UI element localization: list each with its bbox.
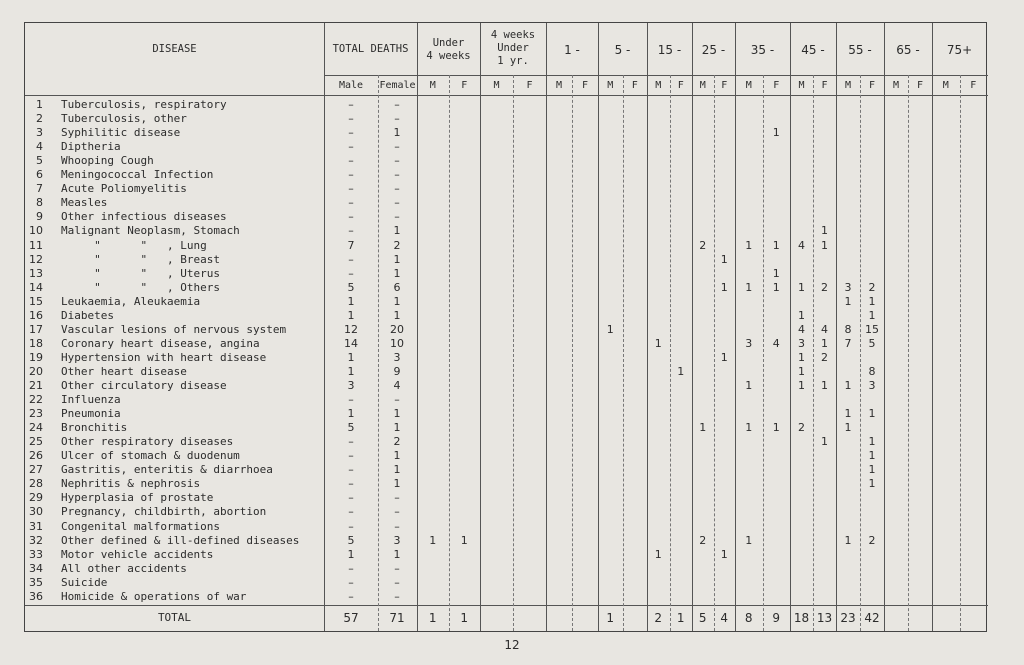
row-number: 12: [29, 252, 43, 266]
total-male: –: [348, 491, 354, 505]
row-number: 1: [36, 98, 43, 111]
disease-name: Diabetes: [61, 308, 114, 322]
sub-line: [908, 75, 909, 631]
mortality-table: [24, 22, 987, 632]
disease-name: Other defined & ill-defined diseases: [61, 533, 300, 547]
total-female: 1: [393, 266, 401, 280]
total-female: –: [394, 491, 400, 505]
sub-line: [860, 75, 861, 631]
disease-name: Influenza: [61, 393, 121, 407]
count-cell: 1: [798, 364, 805, 378]
row-number: 24: [29, 421, 43, 435]
total-female: –: [394, 168, 400, 182]
total-female: 4: [393, 379, 401, 392]
total-divider: [25, 605, 988, 606]
count-cell: 1: [745, 421, 753, 435]
disease-name: Homicide & operations of war: [61, 589, 247, 603]
age-group-header: 1 -: [564, 43, 580, 57]
disease-name: Malignant Neoplasm, Stomach: [61, 224, 240, 238]
total-male: 14: [344, 336, 358, 350]
count-cell: 1: [868, 308, 876, 322]
sex-subheader: M: [429, 80, 436, 91]
count-cell: 2: [868, 533, 876, 547]
count-cell: 1: [868, 407, 876, 421]
age-group-header: 5 -: [614, 43, 631, 57]
total-cell: 13: [816, 611, 833, 625]
total-male: 5: [347, 421, 355, 435]
total-female: 3: [393, 533, 401, 547]
count-cell: 1: [868, 435, 876, 449]
total-male: –: [348, 266, 354, 280]
total-male: 1: [347, 407, 355, 421]
male-subheader: Male: [338, 80, 364, 91]
total-male: –: [348, 505, 354, 519]
count-cell: 1: [821, 336, 828, 350]
male-female-line: [378, 75, 379, 631]
total-male: 5: [347, 280, 355, 294]
disease-name: Congenital malformations: [61, 519, 220, 533]
row-number: 18: [29, 336, 43, 350]
total-male: –: [348, 393, 354, 407]
total-male: –: [348, 224, 354, 238]
total-male: –: [348, 126, 354, 140]
count-cell: 3: [844, 280, 852, 294]
row-number: 14: [29, 280, 43, 294]
total-female: 1: [393, 463, 401, 477]
total-female: –: [394, 561, 400, 575]
count-cell: 1: [720, 280, 728, 294]
count-cell: 1: [821, 379, 828, 392]
total-cell: 1: [606, 611, 615, 625]
total-female: 10: [390, 336, 404, 350]
disease-name: " " , Uterus: [61, 266, 220, 280]
disease-name: Coronary heart disease, angina: [61, 336, 260, 350]
total-cell: 9: [772, 611, 781, 625]
count-cell: 2: [699, 533, 707, 547]
count-cell: 1: [821, 435, 828, 449]
count-cell: 1: [745, 280, 753, 294]
sub-line: [763, 75, 764, 631]
disease-column-line: [324, 23, 325, 631]
disease-name: Acute Poliomyelitis: [61, 182, 187, 196]
disease-name: Syphilitic disease: [61, 126, 181, 140]
count-cell: 1: [798, 280, 805, 294]
age-group-header: 25 -: [701, 43, 726, 57]
total-female: –: [394, 589, 400, 603]
count-cell: 4: [821, 322, 828, 336]
disease-name: Other infectious diseases: [61, 210, 227, 224]
total-female: –: [394, 519, 400, 533]
total-male: 1: [347, 364, 355, 378]
total-male: 12: [344, 322, 358, 336]
count-cell: 1: [772, 126, 780, 140]
total-female: 3: [393, 350, 401, 364]
disease-name: Measles: [61, 196, 108, 210]
count-cell: 1: [844, 407, 852, 421]
count-cell: 1: [720, 350, 728, 364]
sub-line: [670, 75, 671, 631]
disease-name: Pneumonia: [61, 407, 121, 421]
group-line: [836, 23, 837, 631]
disease-name: Nephritis & nephrosis: [61, 477, 201, 491]
total-female: 6: [393, 280, 401, 294]
disease-name: Gastritis, enteritis & diarrhoea: [61, 463, 273, 477]
sex-subheader: M: [655, 80, 662, 91]
total-male: –: [348, 168, 354, 182]
group-line: [546, 23, 547, 631]
row-number: 3: [36, 126, 43, 140]
count-cell: 7: [844, 336, 852, 350]
row-number: 7: [36, 182, 43, 196]
count-cell: 1: [844, 379, 852, 392]
total-female-sum: 71: [389, 611, 405, 625]
count-cell: 2: [699, 238, 707, 252]
total-cell: 18: [793, 611, 810, 625]
count-cell: 2: [821, 280, 828, 294]
count-cell: 1: [868, 477, 876, 491]
disease-name: Leukaemia, Aleukaemia: [61, 294, 201, 308]
count-cell: 1: [606, 322, 614, 336]
total-female: 2: [393, 238, 401, 252]
sex-subheader: F: [868, 80, 876, 91]
count-cell: 1: [798, 350, 805, 364]
sex-subheader: F: [916, 80, 924, 91]
total-female: 1: [393, 294, 401, 308]
total-male: –: [348, 210, 354, 224]
total-female: 1: [393, 449, 401, 463]
total-cell: 1: [460, 611, 469, 625]
disease-name: " " , Breast: [61, 252, 220, 266]
total-male: –: [348, 182, 354, 196]
total-male: –: [348, 561, 354, 575]
sub-line: [513, 75, 514, 631]
row-number: 15: [29, 294, 43, 308]
disease-name: Other heart disease: [61, 364, 187, 378]
total-female: –: [394, 196, 400, 210]
count-cell: 1: [699, 421, 707, 435]
total-male: –: [348, 140, 354, 154]
age-group-header: 35 -: [750, 43, 775, 57]
total-female: 1: [393, 308, 401, 322]
sex-subheader: M: [493, 80, 500, 91]
total-female: 1: [393, 477, 401, 491]
count-cell: 1: [868, 449, 876, 463]
total-cell: 8: [744, 611, 753, 625]
sex-subheader: F: [677, 80, 684, 91]
row-number: 17: [29, 322, 43, 336]
group-line: [417, 23, 418, 631]
total-male: 1: [347, 350, 355, 364]
disease-name: Suicide: [61, 575, 108, 589]
disease-name: Tuberculosis, other: [61, 112, 187, 126]
row-number: 20: [29, 364, 43, 378]
row-number: 34: [29, 561, 43, 575]
total-female: –: [394, 575, 400, 589]
disease-name: Other respiratory diseases: [61, 435, 234, 449]
row-number: 26: [29, 449, 43, 463]
count-cell: 1: [429, 533, 437, 547]
total-female: –: [394, 393, 400, 407]
row-number: 23: [29, 407, 43, 421]
disease-name: Diptheria: [61, 140, 121, 154]
sex-subheader: M: [798, 80, 805, 91]
count-cell: 1: [720, 252, 728, 266]
group-line: [598, 23, 599, 631]
group-line: [932, 23, 933, 631]
count-cell: 1: [772, 266, 780, 280]
count-cell: 1: [772, 238, 780, 252]
count-cell: 1: [654, 336, 662, 350]
total-male: 5: [347, 533, 355, 547]
total-male: 1: [347, 308, 355, 322]
total-female: –: [394, 505, 400, 519]
sex-subheader: M: [699, 80, 706, 91]
count-cell: 4: [798, 238, 805, 252]
row-number: 27: [29, 463, 43, 477]
total-female: 2: [393, 435, 401, 449]
total-female: –: [394, 182, 400, 196]
count-cell: 1: [654, 547, 662, 561]
total-male-sum: 57: [343, 611, 359, 625]
row-number: 6: [36, 168, 43, 182]
sex-subheader: M: [607, 80, 614, 91]
row-number: 16: [29, 308, 43, 322]
age-group-header: 65 -: [896, 43, 920, 57]
disease-name: Whooping Cough: [61, 154, 154, 168]
sex-subheader: M: [844, 80, 852, 91]
disease-name: Hypertension with heart disease: [61, 350, 267, 364]
total-female: –: [394, 112, 400, 126]
sex-subheader: M: [942, 80, 949, 91]
total-cell: 2: [654, 611, 663, 625]
count-cell: 1: [460, 533, 468, 547]
header-divider: [324, 75, 988, 76]
sex-subheader: F: [721, 80, 728, 91]
disease-name: All other accidents: [61, 561, 187, 575]
total-female: 9: [393, 364, 401, 378]
sex-subheader: F: [970, 80, 977, 91]
sub-line: [960, 75, 961, 631]
sex-subheader: F: [631, 80, 638, 91]
row-number: 35: [29, 575, 43, 589]
count-cell: 1: [868, 294, 876, 308]
disease-name: Ulcer of stomach & duodenum: [61, 449, 240, 463]
total-female: 1: [393, 407, 401, 421]
count-cell: 1: [745, 238, 753, 252]
disease-name: Motor vehicle accidents: [61, 547, 214, 561]
count-cell: 1: [798, 308, 805, 322]
total-male: –: [348, 519, 354, 533]
total-female: 1: [393, 252, 401, 266]
sub-line: [449, 75, 450, 631]
total-female: 20: [390, 322, 404, 336]
row-number: 13: [29, 266, 43, 280]
sex-subheader: M: [892, 80, 900, 91]
sub-line: [572, 75, 573, 631]
sex-subheader: F: [821, 80, 828, 91]
total-female: –: [394, 98, 400, 111]
total-deaths-header: TOTAL DEATHS: [332, 43, 409, 55]
sex-subheader: F: [773, 80, 780, 91]
age-group-header: 45 -: [801, 43, 825, 57]
count-cell: 1: [745, 379, 753, 392]
total-male: –: [348, 589, 354, 603]
age-group-header: 15 -: [657, 43, 682, 57]
total-male: –: [348, 196, 354, 210]
total-cell: 5: [698, 611, 707, 625]
disease-name: Tuberculosis, respiratory: [61, 98, 227, 111]
group-line: [480, 23, 481, 631]
total-female: –: [394, 140, 400, 154]
under-4-weeks-header-1: Under: [432, 37, 465, 49]
total-female: –: [394, 210, 400, 224]
count-cell: 1: [798, 379, 805, 392]
group-line: [884, 23, 885, 631]
total-female: 1: [393, 421, 401, 435]
total-cell: 1: [676, 611, 685, 625]
header-bottom-line: [25, 95, 988, 96]
row-number: 5: [36, 154, 43, 168]
total-male: –: [348, 477, 354, 491]
four-weeks-header-1: 4 weeks: [490, 29, 536, 41]
total-female: 1: [393, 224, 401, 238]
row-number: 9: [36, 210, 43, 224]
total-male: –: [348, 252, 354, 266]
total-male: –: [348, 435, 354, 449]
count-cell: 2: [798, 421, 805, 435]
count-cell: 3: [868, 379, 876, 392]
count-cell: 8: [868, 364, 876, 378]
sex-subheader: F: [526, 80, 533, 91]
count-cell: 1: [772, 421, 780, 435]
row-number: 36: [29, 589, 43, 603]
count-cell: 15: [865, 322, 879, 336]
count-cell: 8: [844, 322, 852, 336]
total-cell: 4: [720, 611, 729, 625]
sub-line: [623, 75, 624, 631]
count-cell: 1: [844, 294, 852, 308]
group-line: [735, 23, 736, 631]
total-male: 7: [347, 238, 355, 252]
sex-subheader: F: [581, 80, 589, 91]
count-cell: 4: [798, 322, 805, 336]
row-number: 2: [36, 112, 43, 126]
disease-name: " " , Lung: [61, 238, 207, 252]
under-4-weeks-header-2: 4 weeks: [426, 50, 471, 62]
row-number: 19: [29, 350, 43, 364]
total-male: –: [348, 98, 354, 111]
age-group-header: 75+: [946, 43, 973, 57]
row-number: 31: [29, 519, 43, 533]
count-cell: 1: [745, 533, 753, 547]
total-male: 1: [347, 547, 355, 561]
row-number: 33: [29, 547, 43, 561]
sex-subheader: F: [461, 80, 468, 91]
count-cell: 1: [868, 463, 876, 477]
four-weeks-header-2: Under: [497, 42, 529, 54]
disease-name: Pregnancy, childbirth, abortion: [61, 505, 267, 519]
row-number: 25: [29, 435, 43, 449]
four-weeks-header-3: 1 yr.: [497, 55, 529, 67]
total-label: TOTAL: [157, 611, 192, 624]
row-number: 4: [36, 140, 43, 154]
group-line: [647, 23, 648, 631]
count-cell: 2: [868, 280, 876, 294]
total-female: –: [394, 154, 400, 168]
row-number: 28: [29, 477, 43, 491]
count-cell: 2: [821, 350, 828, 364]
row-number: 21: [29, 379, 43, 392]
count-cell: 3: [798, 336, 805, 350]
row-number: 22: [29, 393, 43, 407]
total-male: –: [348, 575, 354, 589]
count-cell: 1: [677, 364, 685, 378]
total-male: –: [348, 463, 354, 477]
count-cell: 3: [745, 336, 753, 350]
row-number: 10: [29, 224, 43, 238]
disease-header: DISEASE: [152, 43, 197, 55]
total-male: –: [348, 112, 354, 126]
total-cell: 1: [428, 611, 437, 625]
disease-name: Bronchitis: [61, 421, 128, 435]
count-cell: 1: [821, 224, 828, 238]
age-group-header: 55 -: [848, 43, 872, 57]
total-male: 1: [347, 294, 355, 308]
total-cell: 23: [840, 611, 856, 625]
count-cell: 1: [821, 238, 828, 252]
count-cell: 1: [720, 547, 728, 561]
row-number: 32: [29, 533, 43, 547]
count-cell: 5: [868, 336, 876, 350]
disease-name: Meningococcal Infection: [61, 168, 214, 182]
disease-name: Vascular lesions of nervous system: [61, 322, 287, 336]
row-number: 8: [36, 196, 43, 210]
disease-name: Hyperplasia of prostate: [61, 491, 214, 505]
sex-subheader: M: [745, 80, 752, 91]
page-number: 12: [504, 638, 520, 652]
count-cell: 4: [772, 336, 780, 350]
female-subheader: Female: [379, 80, 416, 91]
total-female: 1: [393, 126, 401, 140]
row-number: 30: [29, 505, 43, 519]
sex-subheader: M: [555, 80, 563, 91]
count-cell: 1: [844, 533, 852, 547]
total-male: –: [348, 449, 354, 463]
total-male: 3: [347, 379, 355, 392]
disease-name: " " , Others: [61, 280, 220, 294]
count-cell: 1: [844, 421, 852, 435]
total-cell: 42: [864, 611, 880, 625]
disease-name: Other circulatory disease: [61, 379, 227, 392]
count-cell: 1: [772, 280, 780, 294]
row-number: 11: [29, 238, 43, 252]
row-number: 29: [29, 491, 43, 505]
total-male: –: [348, 154, 354, 168]
total-female: 1: [393, 547, 401, 561]
